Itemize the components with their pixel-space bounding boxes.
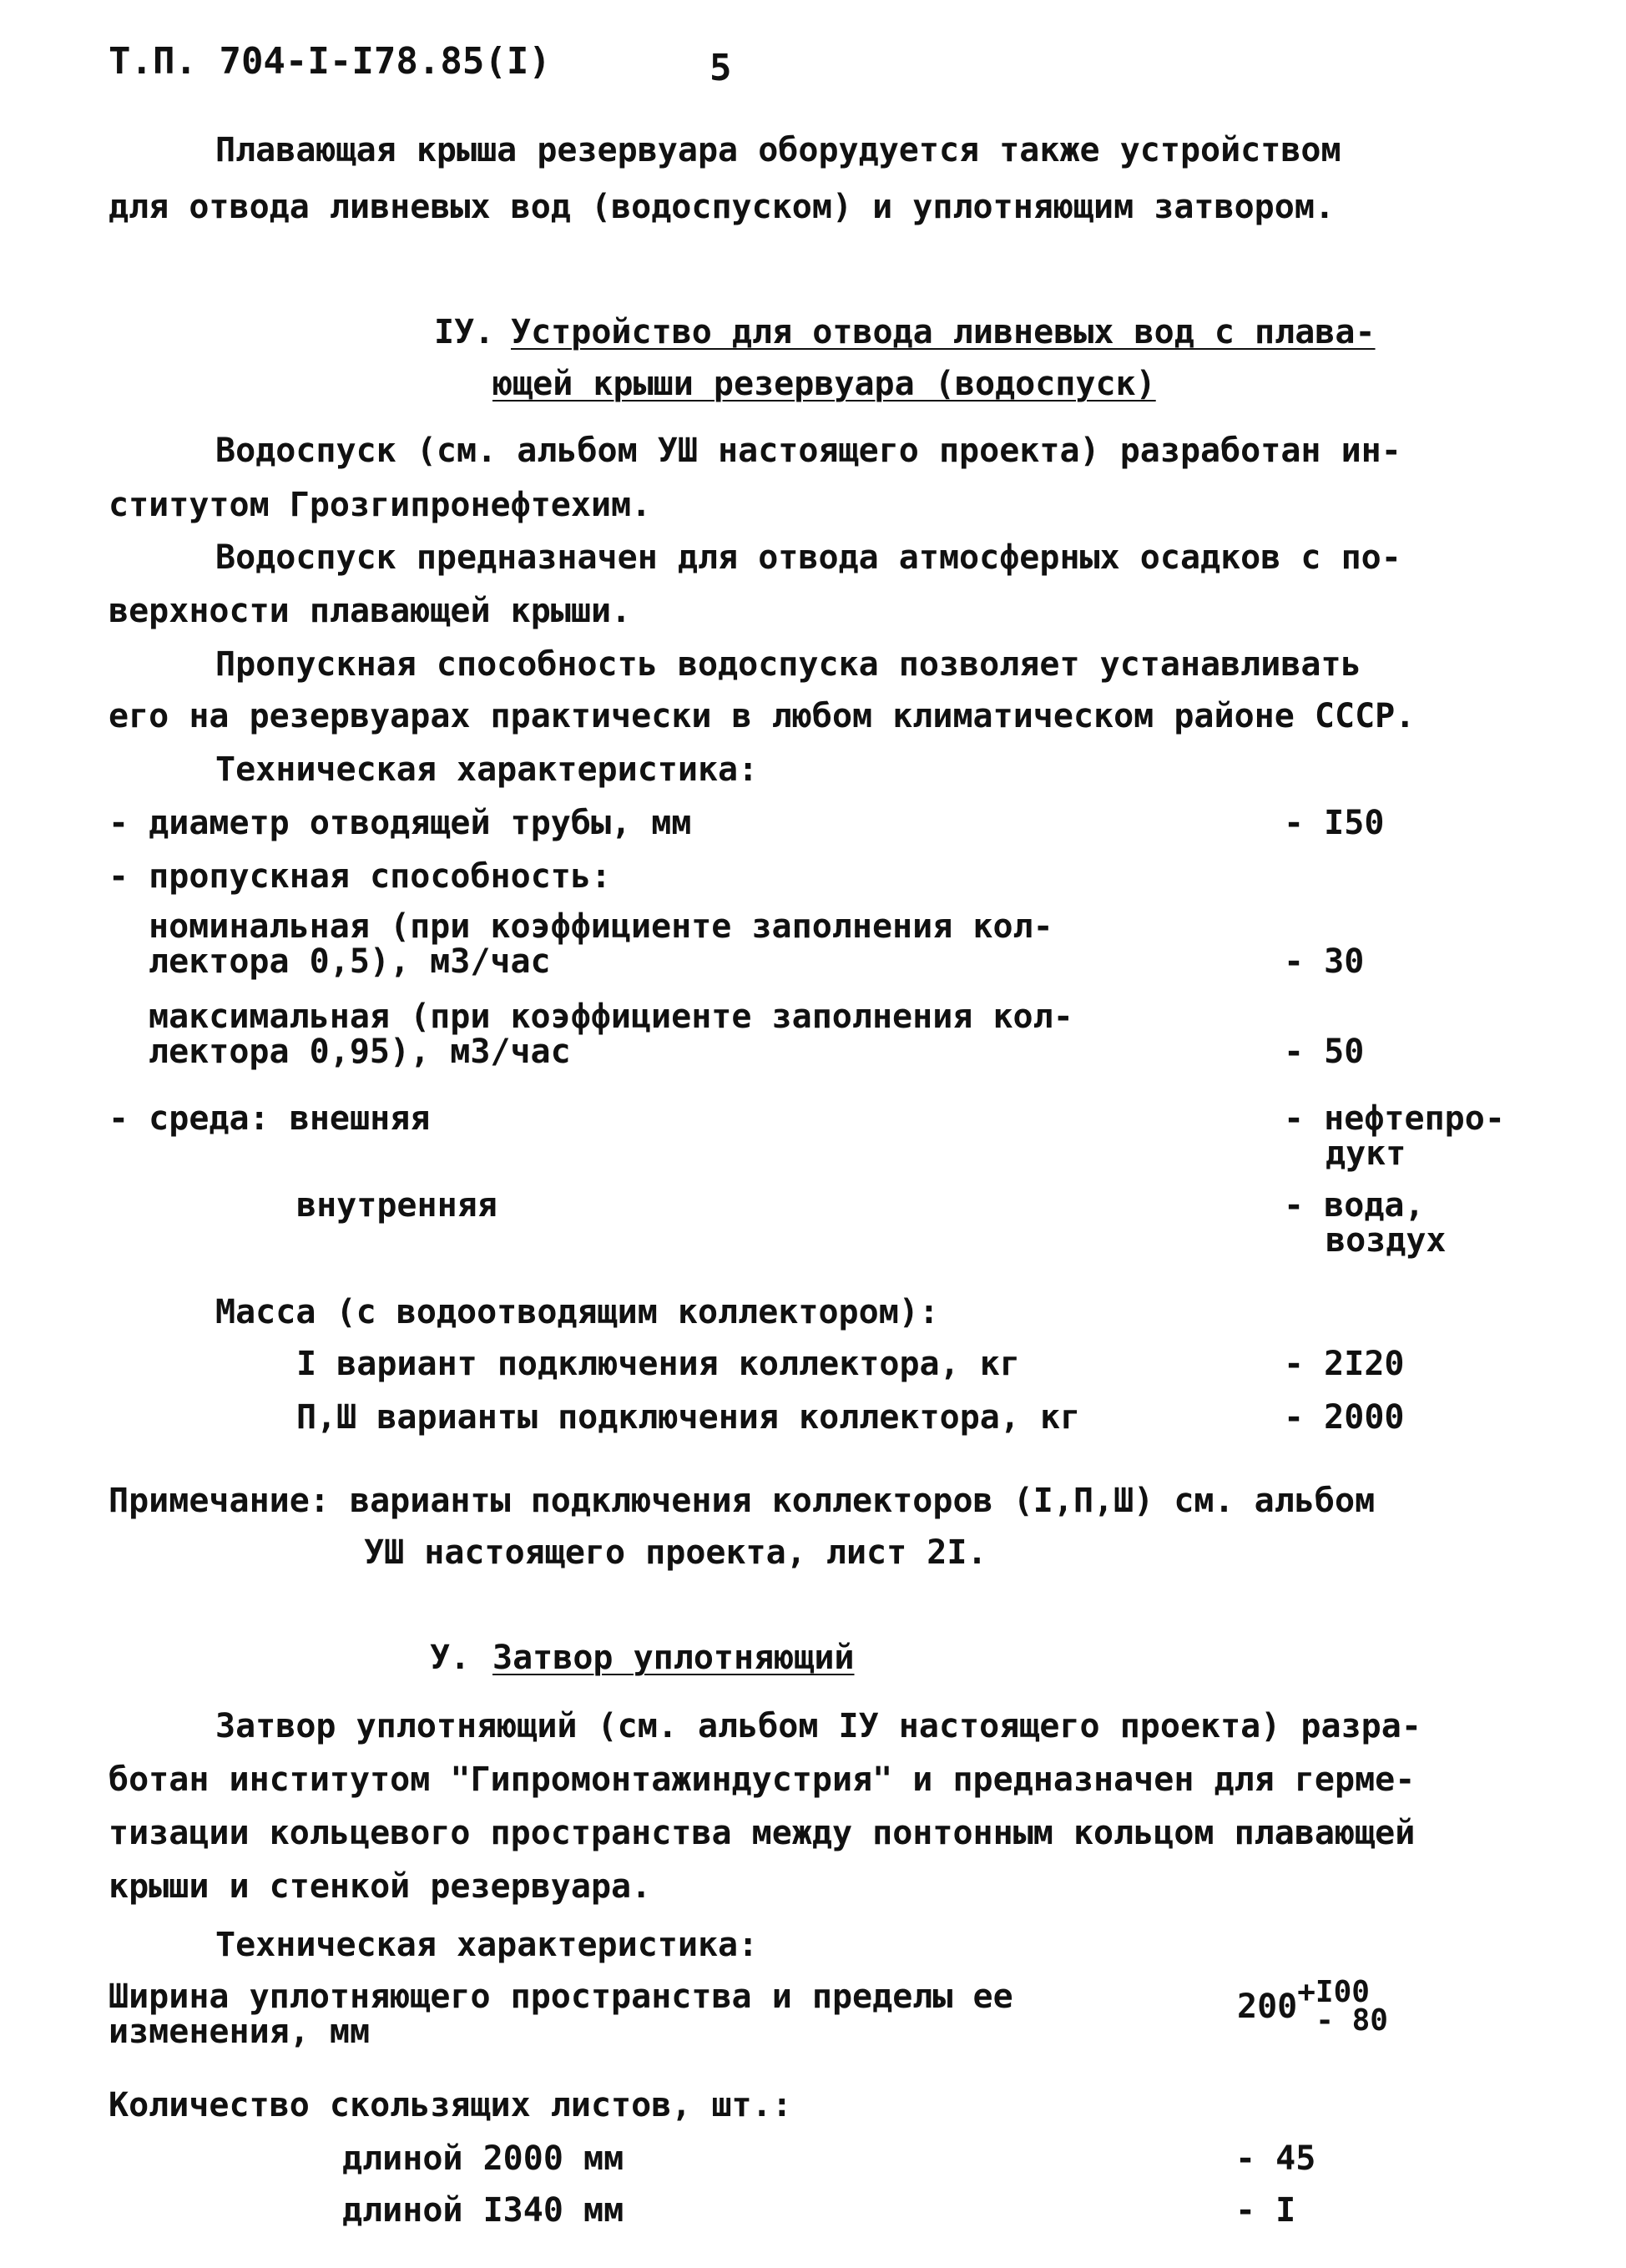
- intro-line-2: для отвода ливневых вод (водоспуском) и уплотняющим затвором.: [109, 188, 1336, 226]
- width-minus-tolerance: - 80: [1315, 2003, 1388, 2038]
- spec-pipe-label: - диаметр отводящей трубы, мм: [109, 804, 692, 842]
- s5-p1-line-1: Затвор уплотняющий (см. альбом IУ настоящего проекта) разра-: [215, 1707, 1421, 1745]
- s4-spec-heading: Техническая характеристика:: [215, 750, 759, 789]
- spec-medium-ext-line-2: дукт: [1326, 1134, 1406, 1173]
- mass-v1-value: - 2I20: [1284, 1345, 1405, 1383]
- mass-v23-label: П,Ш варианты подключения коллектора, кг: [296, 1398, 1081, 1437]
- spec-max-line-2: лектора 0,95), м3/час: [149, 1033, 571, 1071]
- intro-line-1: Плавающая крыша резервуара оборудуется также устройством: [215, 131, 1341, 169]
- s5-p1-line-2: ботан институтом "Гипромонтажиндустрия" и предназначен для герме-: [109, 1760, 1416, 1799]
- len1340-value: - I: [1235, 2191, 1296, 2230]
- spec-capacity-label: - пропускная способность:: [109, 857, 612, 896]
- len2000-value: - 45: [1235, 2139, 1316, 2178]
- mass-v23-value: - 2000: [1284, 1398, 1405, 1437]
- s5-p1-line-4: крыши и стенкой резервуара.: [109, 1867, 652, 1906]
- spec-pipe-value: - I50: [1284, 804, 1385, 842]
- spec-max-value: - 50: [1284, 1033, 1365, 1071]
- len2000-label: длиной 2000 мм: [342, 2139, 624, 2178]
- width-line-2: изменения, мм: [109, 2013, 371, 2051]
- spec-medium-label: - среда: внешняя: [109, 1099, 431, 1138]
- page-number: 5: [709, 47, 732, 89]
- width-plus-tolerance: +I00: [1297, 1975, 1370, 2009]
- width-tolerance: [1237, 1975, 1388, 2038]
- sheets-heading: Количество скользящих листов, шт.:: [109, 2086, 792, 2124]
- section-4-title-line-2: ющей крыши резервуара (водоспуск): [492, 365, 1156, 403]
- s4-p2-line-2: верхности плавающей крыши.: [109, 592, 632, 630]
- s4-p3-line-2: его на резервуарах практически в любом климатическом районе СССР.: [109, 697, 1416, 735]
- section-5-number: У.: [430, 1639, 471, 1677]
- spec-medium-int-line-1: - вода,: [1284, 1186, 1425, 1225]
- spec-max-line-1: максимальная (при коэффициенте заполнения кол-: [149, 998, 1073, 1036]
- width-line-1: Ширина уплотняющего пространства и пределы ее: [109, 1978, 1013, 2016]
- mass-heading: Масса (с водоотводящим коллектором):: [215, 1293, 939, 1331]
- s5-spec-heading: Техническая характеристика:: [215, 1926, 759, 1964]
- section-4-title-line-1: Устройство для отвода ливневых вод с плава-: [511, 313, 1376, 351]
- s5-p1-line-3: тизации кольцевого пространства между понтонным кольцом плавающей: [109, 1814, 1416, 1852]
- s4-p3-line-1: Пропускная способность водоспуска позволяет устанавливать: [215, 645, 1361, 684]
- len1340-label: длиной I340 мм: [342, 2191, 624, 2230]
- spec-nominal-line-2: лектора 0,5), м3/час: [149, 942, 551, 981]
- spec-medium-ext-line-1: - нефтепро-: [1284, 1099, 1505, 1138]
- section-4-number: IУ.: [434, 313, 495, 351]
- section-5-title: Затвор уплотняющий: [492, 1639, 855, 1677]
- width-base-value: 200: [1237, 1988, 1298, 2027]
- spec-nominal-value: - 30: [1284, 942, 1365, 981]
- s4-p2-line-1: Водоспуск предназначен для отвода атмосферных осадков с по-: [215, 538, 1401, 577]
- s4-p1-line-2: ститутом Грозгипронефтехим.: [109, 486, 652, 524]
- s4-p1-line-1: Водоспуск (см. альбом УШ настоящего проекта) разработан ин-: [215, 432, 1401, 470]
- spec-nominal-line-1: номинальная (при коэффициенте заполнения кол-: [149, 907, 1053, 946]
- note-line-1: Примечание: варианты подключения коллекторов (I,П,Ш) см. альбом: [109, 1482, 1376, 1520]
- doc-code: Т.П. 704-I-I78.85(I): [109, 40, 551, 83]
- width-tolerance-fraction: [1297, 1975, 1388, 2038]
- mass-v1-label: I вариант подключения коллектора, кг: [296, 1345, 1020, 1383]
- spec-medium-int-label: внутренняя: [296, 1186, 497, 1225]
- spec-medium-int-line-2: воздух: [1326, 1221, 1447, 1260]
- note-line-2: УШ настоящего проекта, лист 2I.: [364, 1533, 987, 1572]
